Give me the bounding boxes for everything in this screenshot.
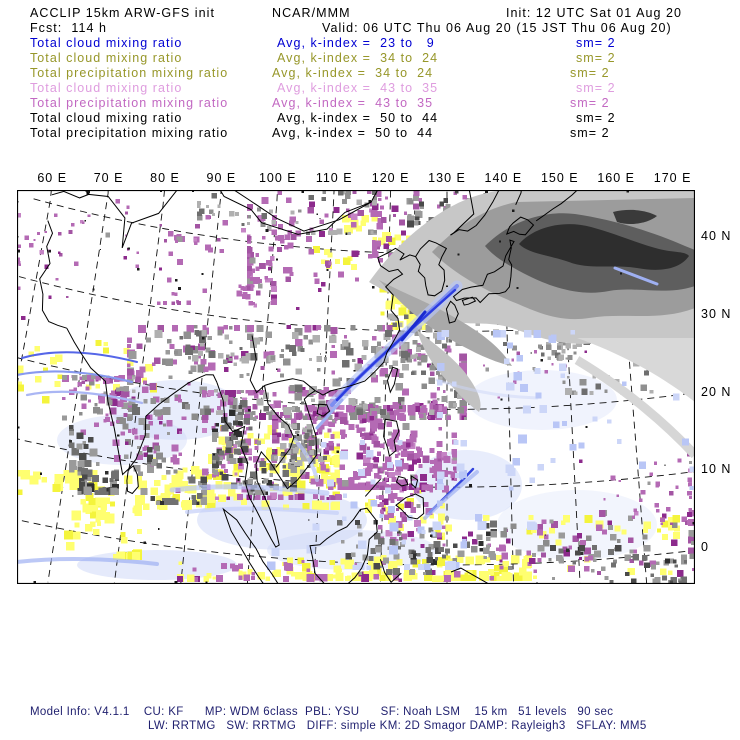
field-row-label: Total cloud mixing ratio — [30, 36, 183, 50]
field-row-smooth: sm= 2 — [570, 96, 610, 110]
field-row-kindex: Avg, k-index = 23 to 9 — [277, 36, 435, 50]
lon-tick-label: 170 E — [653, 171, 692, 185]
field-row-label: Total cloud mixing ratio — [30, 111, 183, 125]
field-row-smooth: sm= 2 — [576, 111, 616, 125]
field-row-label: Total cloud mixing ratio — [30, 51, 183, 65]
forecast-map — [17, 190, 695, 584]
lon-tick-label: 120 E — [371, 171, 410, 185]
lon-tick-label: 140 E — [484, 171, 523, 185]
coast-or-border-path — [53, 190, 125, 248]
lon-tick-label: 60 E — [37, 171, 68, 185]
lon-tick-label: 130 E — [428, 171, 466, 185]
field-row-smooth: sm= 2 — [576, 81, 616, 95]
field-row-kindex: Avg, k-index = 34 to 24 — [272, 66, 434, 80]
field-row-smooth: sm= 2 — [576, 36, 616, 50]
lon-tick-label: 80 E — [150, 171, 180, 185]
field-row-smooth: sm= 2 — [570, 66, 610, 80]
lat-tick-label: 10 N — [701, 462, 732, 476]
model-info-line2: LW: RRTMG SW: RRTMG DIFF: simple KM: 2D Smagor DAMP: Rayleigh3 SFLAY: MM5 — [148, 720, 647, 732]
model-info-line1: Model Info: V4.1.1 CU: KF MP: WDM 6class PBL: YSU SF: Noah LSM 15 km 51 levels 90 sec — [30, 706, 614, 718]
lon-tick-label: 90 E — [206, 171, 237, 185]
field-row-label: Total precipitation mixing ratio — [30, 126, 229, 140]
coast-or-border-path — [122, 190, 205, 248]
lon-tick-label: 160 E — [597, 171, 636, 185]
page-title: ACCLIP 15km ARW-GFS init — [30, 6, 215, 20]
init-time: Init: 12 UTC Sat 01 Aug 20 — [506, 6, 682, 20]
field-row-label: Total cloud mixing ratio — [30, 81, 183, 95]
field-row-label: Total precipitation mixing ratio — [30, 66, 229, 80]
lon-tick-label: 70 E — [93, 171, 124, 185]
field-row-smooth: sm= 2 — [570, 126, 610, 140]
coast-or-border-path — [52, 191, 89, 198]
field-row-kindex: Avg, k-index = 43 to 35 — [277, 81, 439, 95]
lat-tick-label: 0 — [701, 540, 709, 554]
lat-tick-label: 40 N — [701, 229, 732, 243]
field-row-kindex: Avg, k-index = 50 to 44 — [277, 111, 439, 125]
forecast-hour: Fcst: 114 h — [30, 21, 107, 35]
lon-tick-label: 110 E — [315, 171, 353, 185]
lat-tick-label: 30 N — [701, 307, 732, 321]
field-row-kindex: Avg, k-index = 50 to 44 — [272, 126, 434, 140]
lon-tick-label: 100 E — [258, 171, 297, 185]
lat-tick-label: 20 N — [701, 385, 732, 399]
lon-tick-label: 150 E — [540, 171, 579, 185]
valid-time: Valid: 06 UTC Thu 06 Aug 20 (15 JST Thu 06 Aug 20) — [322, 21, 672, 35]
org-label: NCAR/MMM — [272, 6, 351, 20]
field-row-kindex: Avg, k-index = 34 to 24 — [277, 51, 439, 65]
field-row-kindex: Avg, k-index = 43 to 35 — [272, 96, 434, 110]
field-row-smooth: sm= 2 — [576, 51, 616, 65]
field-row-label: Total precipitation mixing ratio — [30, 96, 229, 110]
